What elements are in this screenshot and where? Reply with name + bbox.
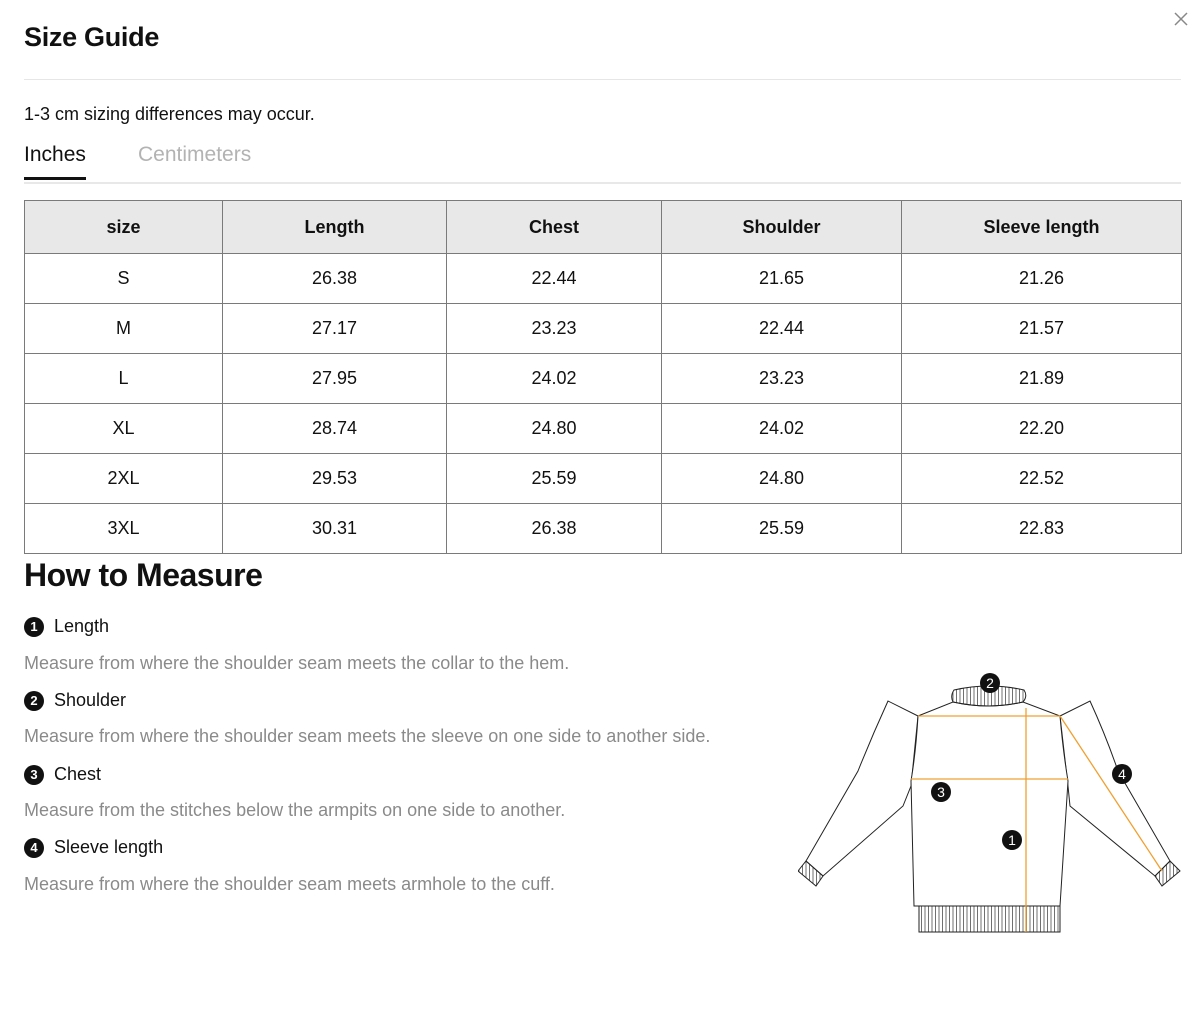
table-cell: 21.57 (902, 304, 1182, 354)
tab-centimeters[interactable]: Centimeters (138, 143, 252, 166)
step-length (24, 616, 109, 637)
marker-label: 4 (1118, 766, 1126, 782)
table-cell: 24.80 (447, 404, 662, 454)
table-cell: 25.59 (447, 454, 662, 504)
marker-label: 2 (986, 675, 994, 691)
step-description: Measure from where the shoulder seam meets the sleeve on one side to another side. (24, 726, 711, 746)
table-cell: 24.80 (662, 454, 902, 504)
step-description: Measure from the stitches below the armpits on one side to another. (24, 800, 566, 820)
table-cell: 21.65 (662, 254, 902, 304)
header-shoulder: Shoulder (662, 201, 902, 254)
table-header-row (25, 201, 1182, 254)
table-cell: 29.53 (223, 454, 447, 504)
table-cell: 23.23 (662, 354, 902, 404)
table-cell: 2XL (25, 454, 223, 504)
table-cell: 22.20 (902, 404, 1182, 454)
table-cell: M (25, 304, 223, 354)
step-label: Length (54, 616, 110, 636)
title-divider (24, 79, 1181, 80)
table-cell: 22.83 (902, 504, 1182, 554)
table-cell: 24.02 (447, 354, 662, 404)
table-row (25, 304, 1182, 354)
step-label: Sleeve length (54, 837, 164, 857)
step-number-badge: 4 (24, 838, 44, 858)
table-cell: 22.52 (902, 454, 1182, 504)
table-cell: 27.95 (223, 354, 447, 404)
step-description: Measure from where the shoulder seam meets armhole to the cuff. (24, 874, 555, 894)
step-label: Shoulder (54, 690, 127, 710)
size-table (24, 200, 1182, 554)
table-cell: 26.38 (223, 254, 447, 304)
step-number-badge: 1 (24, 617, 44, 637)
close-button[interactable] (1170, 8, 1192, 30)
table-row (25, 404, 1182, 454)
marker-4-icon (1112, 764, 1132, 784)
step-label: Chest (54, 764, 102, 784)
step-number-badge: 2 (24, 691, 44, 711)
step-description: Measure from where the shoulder seam meets the collar to the hem. (24, 653, 570, 673)
header-length: Length (223, 201, 447, 254)
dialog-title: Size Guide (24, 22, 160, 52)
unit-tabs (24, 143, 1181, 184)
table-cell: XL (25, 404, 223, 454)
table-cell: 23.23 (447, 304, 662, 354)
table-cell: 24.02 (662, 404, 902, 454)
sizing-note: 1-3 cm sizing differences may occur. (24, 104, 315, 124)
step-shoulder (24, 690, 126, 711)
marker-1-icon (1002, 830, 1022, 850)
how-to-measure-title: How to Measure (24, 557, 263, 593)
header-chest: Chest (447, 201, 662, 254)
marker-label: 3 (937, 784, 945, 800)
header-sleeve-length: Sleeve length (902, 201, 1182, 254)
step-sleeve-length (24, 837, 163, 858)
table-row (25, 354, 1182, 404)
table-cell: L (25, 354, 223, 404)
table-cell: 25.59 (662, 504, 902, 554)
table-cell: 3XL (25, 504, 223, 554)
table-cell: 21.26 (902, 254, 1182, 304)
table-row (25, 454, 1182, 504)
sweater-outline-icon (798, 686, 1180, 932)
table-cell: 22.44 (447, 254, 662, 304)
table-row (25, 254, 1182, 304)
table-cell: 27.17 (223, 304, 447, 354)
marker-2-icon (980, 673, 1000, 693)
step-number-badge: 3 (24, 765, 44, 785)
marker-3-icon (931, 782, 951, 802)
table-cell: S (25, 254, 223, 304)
table-cell: 28.74 (223, 404, 447, 454)
tab-inches[interactable]: Inches (24, 143, 86, 177)
table-cell: 21.89 (902, 354, 1182, 404)
table-cell: 22.44 (662, 304, 902, 354)
table-row (25, 504, 1182, 554)
close-icon (1173, 11, 1189, 27)
table-cell: 26.38 (447, 504, 662, 554)
table-cell: 30.31 (223, 504, 447, 554)
sweater-measurement-diagram (798, 666, 1182, 942)
header-size: size (25, 201, 223, 254)
step-chest (24, 764, 101, 785)
marker-label: 1 (1008, 832, 1016, 848)
